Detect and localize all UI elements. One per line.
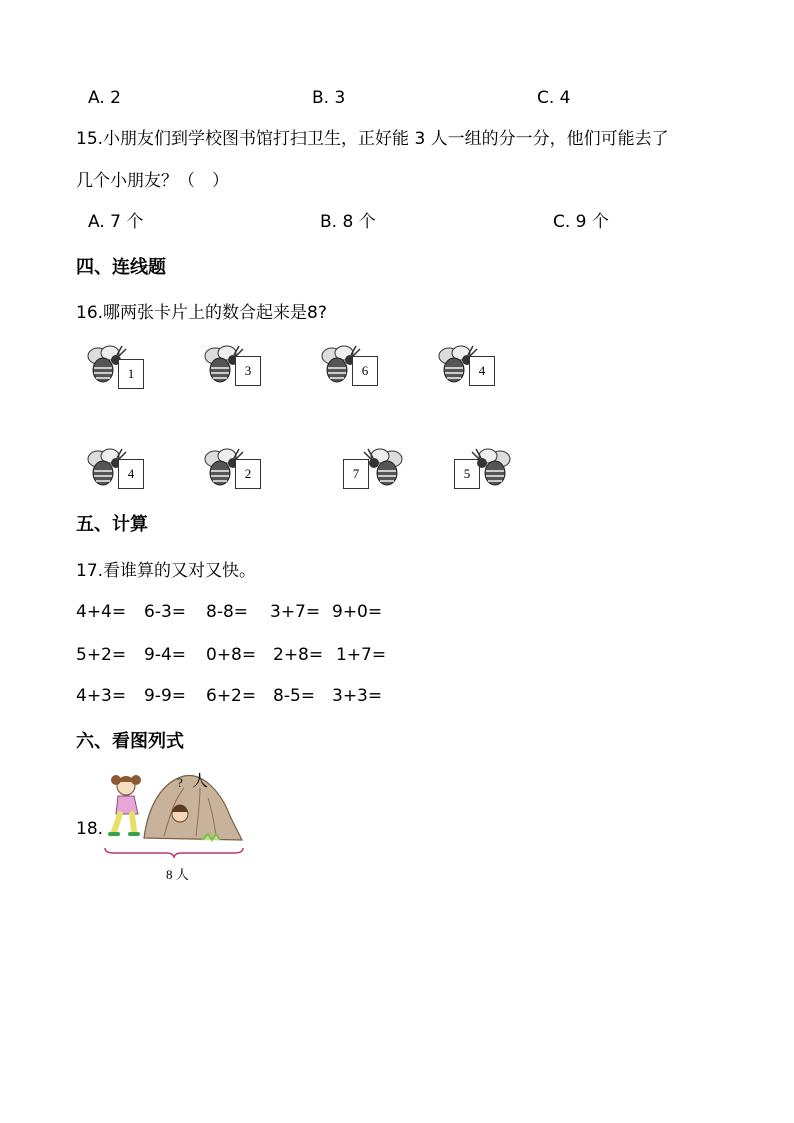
girl-and-mound-icon <box>104 766 244 848</box>
card: 4 <box>469 356 495 386</box>
card: 5 <box>454 459 480 489</box>
equation: 9+0= <box>332 602 383 622</box>
equation: 9-9= <box>144 686 187 706</box>
q14-option-a: A. 2 <box>88 88 121 108</box>
card: 2 <box>235 459 261 489</box>
card: 6 <box>352 356 378 386</box>
q17-question: 17.看谁算的又对又快。 <box>76 561 257 581</box>
equation: 6+2= <box>206 686 257 706</box>
equation: 2+8= <box>273 645 324 665</box>
q15-option-c: C. 9 个 <box>553 212 609 232</box>
equation: 6-3= <box>144 602 187 622</box>
equation: 3+7= <box>270 602 321 622</box>
q16-question: 16.哪两张卡片上的数合起来是8? <box>76 303 327 323</box>
hide-and-seek-illustration <box>104 766 244 884</box>
equation: 0+8= <box>206 645 257 665</box>
bee-icon <box>468 443 514 491</box>
equation: 5+2= <box>76 645 127 665</box>
question-mark: ? <box>177 775 183 790</box>
section-6-title: 六、看图列式 <box>76 731 184 752</box>
card: 7 <box>343 459 369 489</box>
q14-option-c: C. 4 <box>537 88 571 108</box>
q15-option-b: B. 8 个 <box>320 212 376 232</box>
equation: 3+3= <box>332 686 383 706</box>
card: 1 <box>118 359 144 389</box>
q15-question-line2: 几个小朋友？（ ） <box>76 171 229 191</box>
people-label: 人 <box>192 771 209 790</box>
equation: 4+3= <box>76 686 127 706</box>
bee-icon <box>360 443 406 491</box>
equation: 9-4= <box>144 645 187 665</box>
brace-icon <box>104 846 244 860</box>
equation: 8-8= <box>206 602 249 622</box>
section-4-title: 四、连线题 <box>76 257 166 278</box>
equation: 4+4= <box>76 602 127 622</box>
q14-option-b: B. 3 <box>312 88 346 108</box>
card: 4 <box>118 459 144 489</box>
section-5-title: 五、计算 <box>76 514 148 535</box>
equation: 8-5= <box>273 686 316 706</box>
equation: 1+7= <box>336 645 387 665</box>
q15-question-line1: 15.小朋友们到学校图书馆打扫卫生，正好能 3 人一组的分一分，他们可能去了 <box>76 129 669 149</box>
total-label: 8 人 <box>166 867 189 882</box>
q18-number: 18. <box>76 819 104 839</box>
q15-option-a: A. 7 个 <box>88 212 144 232</box>
card: 3 <box>235 356 261 386</box>
